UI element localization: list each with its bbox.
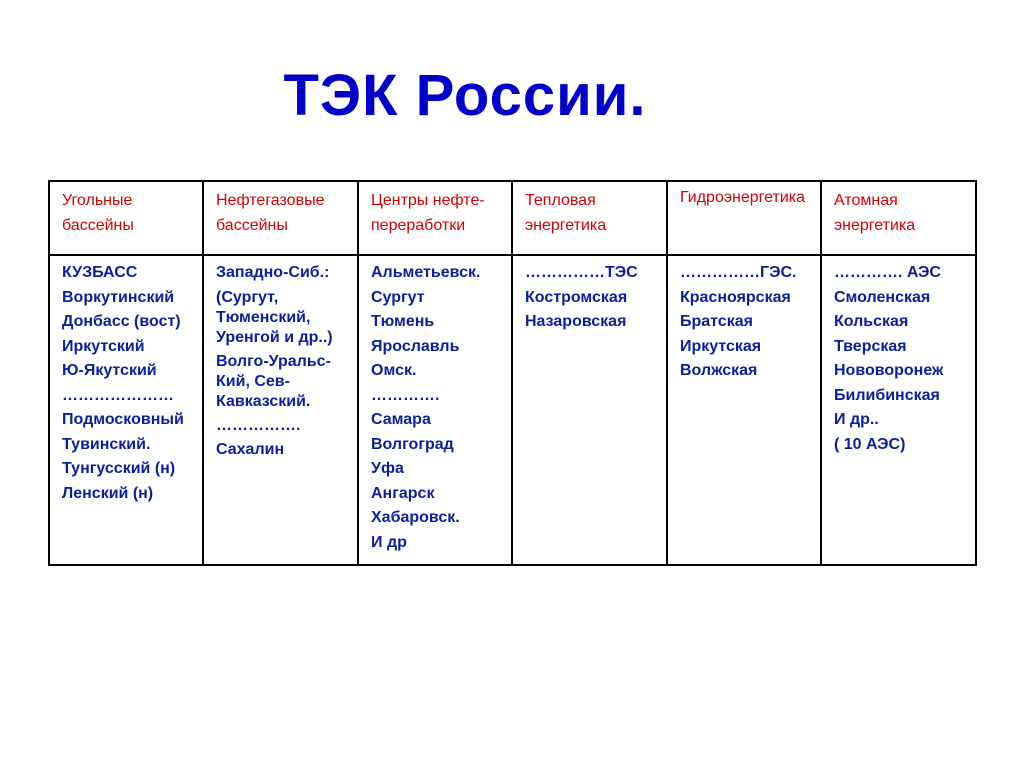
list-item: Омск. [371,362,417,379]
column-hydro-energy [667,255,821,565]
header-coal-basins: Угольные бассейны [49,181,203,255]
list-item: Самара [371,411,431,428]
table-header-row [49,181,976,255]
list-item: Западно-Сиб.: [216,264,330,281]
list-item: Тунгусский (н) [62,460,176,477]
list-item: ……………ТЭС [525,264,638,281]
list-item: Подмосковный [62,411,184,428]
header-hydro-energy: Гидроэнергетика [667,181,821,255]
list-item: И др.. [834,411,879,428]
list-item: Братская [680,313,753,330]
list-item: Смоленская [834,288,931,306]
list-item: Ярославль [371,337,460,355]
tek-table [48,180,977,566]
list-item: Костромская [525,288,628,306]
list-item: Назаровская [525,313,627,330]
column-coal-basins [49,255,203,565]
list-item: Иркутская [680,337,762,355]
list-item: Волгоград [371,435,454,453]
list-item: Уфа [371,460,404,477]
list-item: Тверская [834,337,907,355]
list-item: И др [371,533,407,551]
list-item: Волжская [680,362,758,379]
list-item: Тюмень [371,313,435,330]
list-item: ……………. [216,416,301,434]
list-item: Воркутинский [62,288,175,306]
list-item: ………………… [62,386,174,404]
list-item: Донбасс (вост) [62,313,181,330]
list-item: Красноярская [680,288,791,306]
header-nuclear-energy: Атомная энергетика [821,181,976,255]
list-item: Сургут [371,288,425,306]
list-item: КУЗБАСС [62,264,138,281]
list-item: Кольская [834,313,909,330]
header-oil-refining-centers: Центры нефте-переработки [358,181,512,255]
list-item: Ангарск [371,484,435,502]
list-item: ( 10 АЭС) [834,435,906,453]
column-nuclear-energy [821,255,976,565]
column-thermal-energy [512,255,667,565]
list-item: Хабаровск. [371,509,460,526]
list-item: Иркутский [62,337,145,355]
list-item: Тувинский. [62,435,151,453]
list-item: Нововоронеж [834,362,944,379]
list-item: Сахалин [216,441,285,458]
page-title: ТЭК России. [283,63,647,128]
list-item: Альметьевск. [371,264,481,281]
list-item: Билибинская [834,386,940,404]
list-item: Волго-Уральс-Кий, Сев-Кавказский. [216,352,331,410]
header-oil-gas-basins: Нефтегазовые бассейны [203,181,358,255]
column-oil-gas-basins [203,255,358,565]
list-item: Ю-Якутский [62,362,157,379]
list-item: ……………ГЭС. [680,264,797,281]
table-body-row [49,255,976,565]
header-thermal-energy: Тепловая энергетика [512,181,667,255]
list-item: …………. [371,386,440,404]
list-item: (Сургут, Тюменский, Уренгой и др..) [216,288,333,346]
list-item: Ленский (н) [62,484,154,502]
list-item: …………. АЭС [834,264,941,281]
column-oil-refining-centers [358,255,512,565]
